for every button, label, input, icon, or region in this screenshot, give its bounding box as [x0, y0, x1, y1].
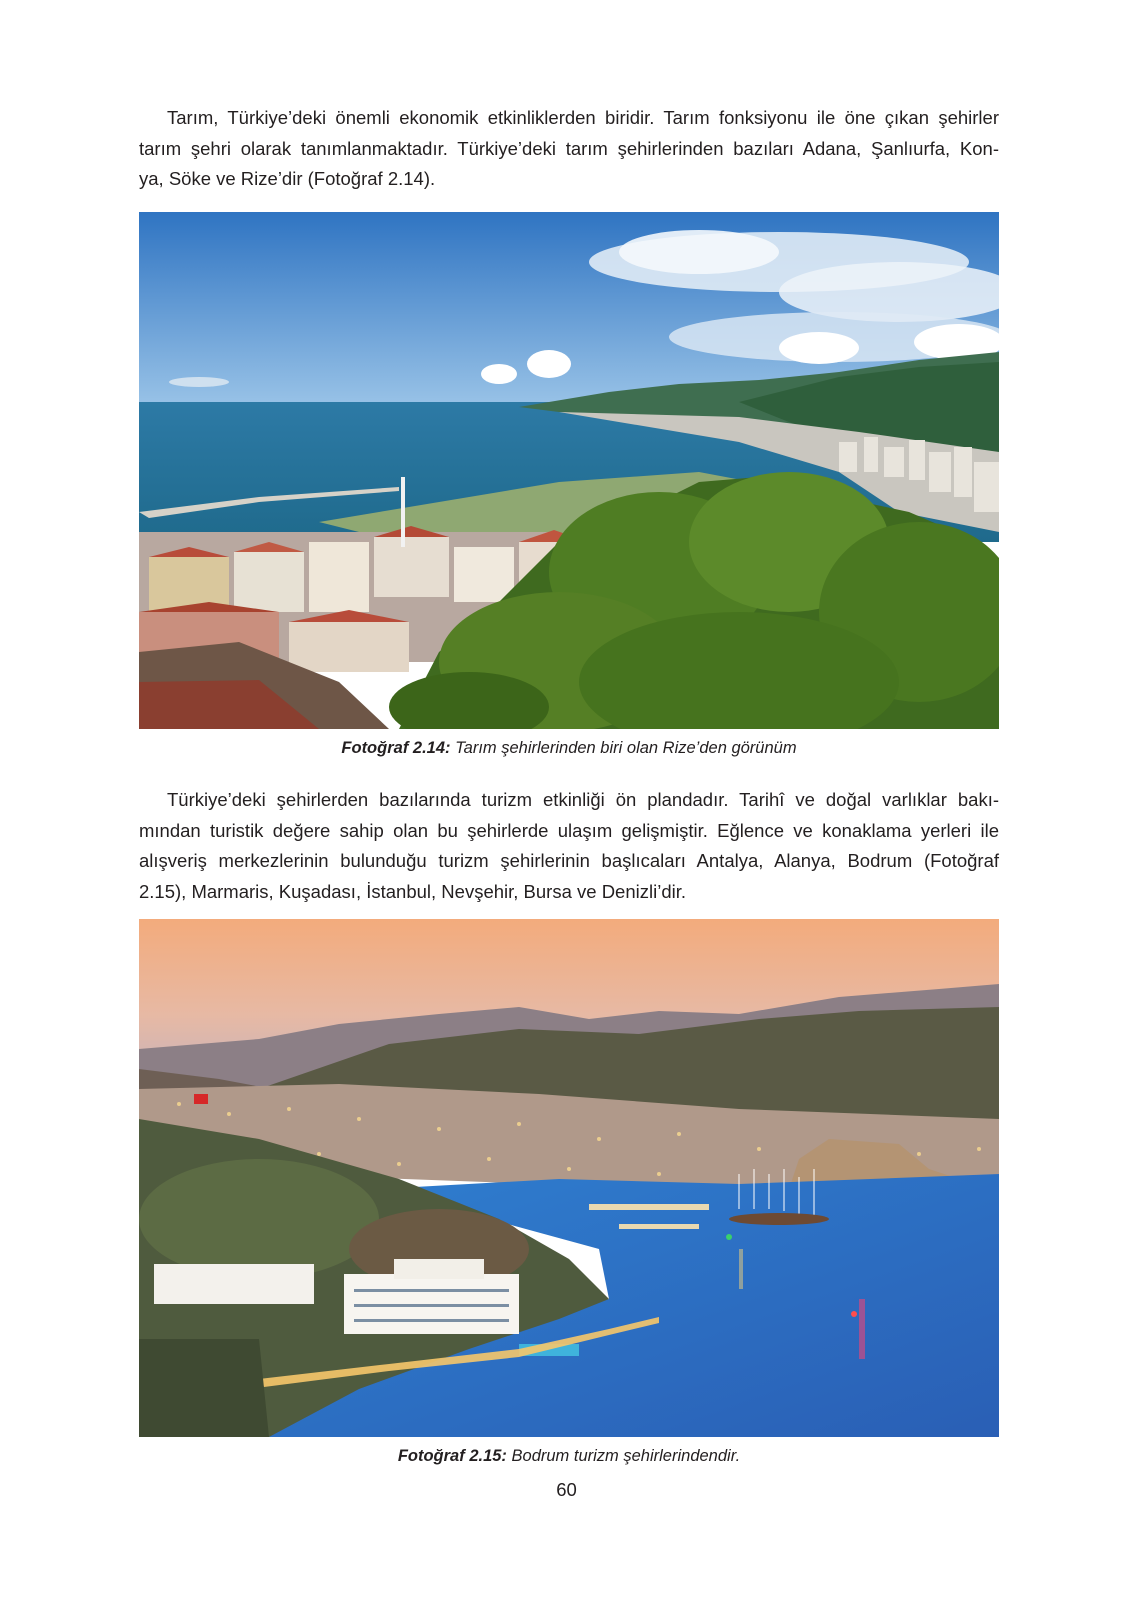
paragraph-agriculture-cities — [139, 103, 999, 195]
paragraph-line: mından turistik değere sahip olan bu şehirlerde ulaşım gelişmiştir. Eğlence ve konaklama yerleri ile — [139, 819, 999, 841]
photo-bodrum-bay — [139, 919, 999, 1437]
caption-label: Fotoğraf 2.15: — [397, 1447, 507, 1465]
paragraph-line: tarım şehri olarak tanımlanmaktadır. Türkiye’deki tarım şehirlerinden bazıları Adana, Şanlıurfa, Kon- — [139, 137, 999, 159]
photo-rize-coastal-view — [139, 212, 999, 729]
page-number: 60 — [556, 1479, 577, 1500]
paragraph-line: Türkiye’deki şehirlerden bazılarında turizm etkinliği ön plandadır. Tarihî ve doğal varlıklar bakı- — [167, 789, 999, 810]
rize-photo-illustration — [139, 212, 999, 729]
caption-text: Tarım şehirlerinden biri olan Rize’den görünüm — [450, 739, 797, 757]
paragraph-tourism-cities — [139, 785, 999, 907]
photo-caption-bodrum — [139, 1447, 999, 1466]
paragraph-line: ya, Söke ve Rize’dir (Fotoğraf 2.14). — [139, 168, 436, 189]
paragraph-line: 2.15), Marmaris, Kuşadası, İstanbul, Nevşehir, Bursa ve Denizli’dir. — [139, 880, 687, 902]
caption-label: Fotoğraf 2.14: — [341, 739, 451, 757]
paragraph-line: alışveriş merkezlerinin bulunduğu turizm şehirlerinin başlıcaları Antalya, Alanya, Bodrum (Fotoğraf — [139, 850, 999, 871]
paragraph-line: Tarım, Türkiye’deki önemli ekonomik etkinliklerden biridir. Tarım fonksiyonu ile öne çıkan şehirler — [167, 107, 999, 128]
bodrum-photo-illustration — [139, 919, 999, 1437]
caption-text: Bodrum turizm şehirlerindendir. — [506, 1447, 741, 1465]
photo-caption-rize — [139, 739, 999, 758]
